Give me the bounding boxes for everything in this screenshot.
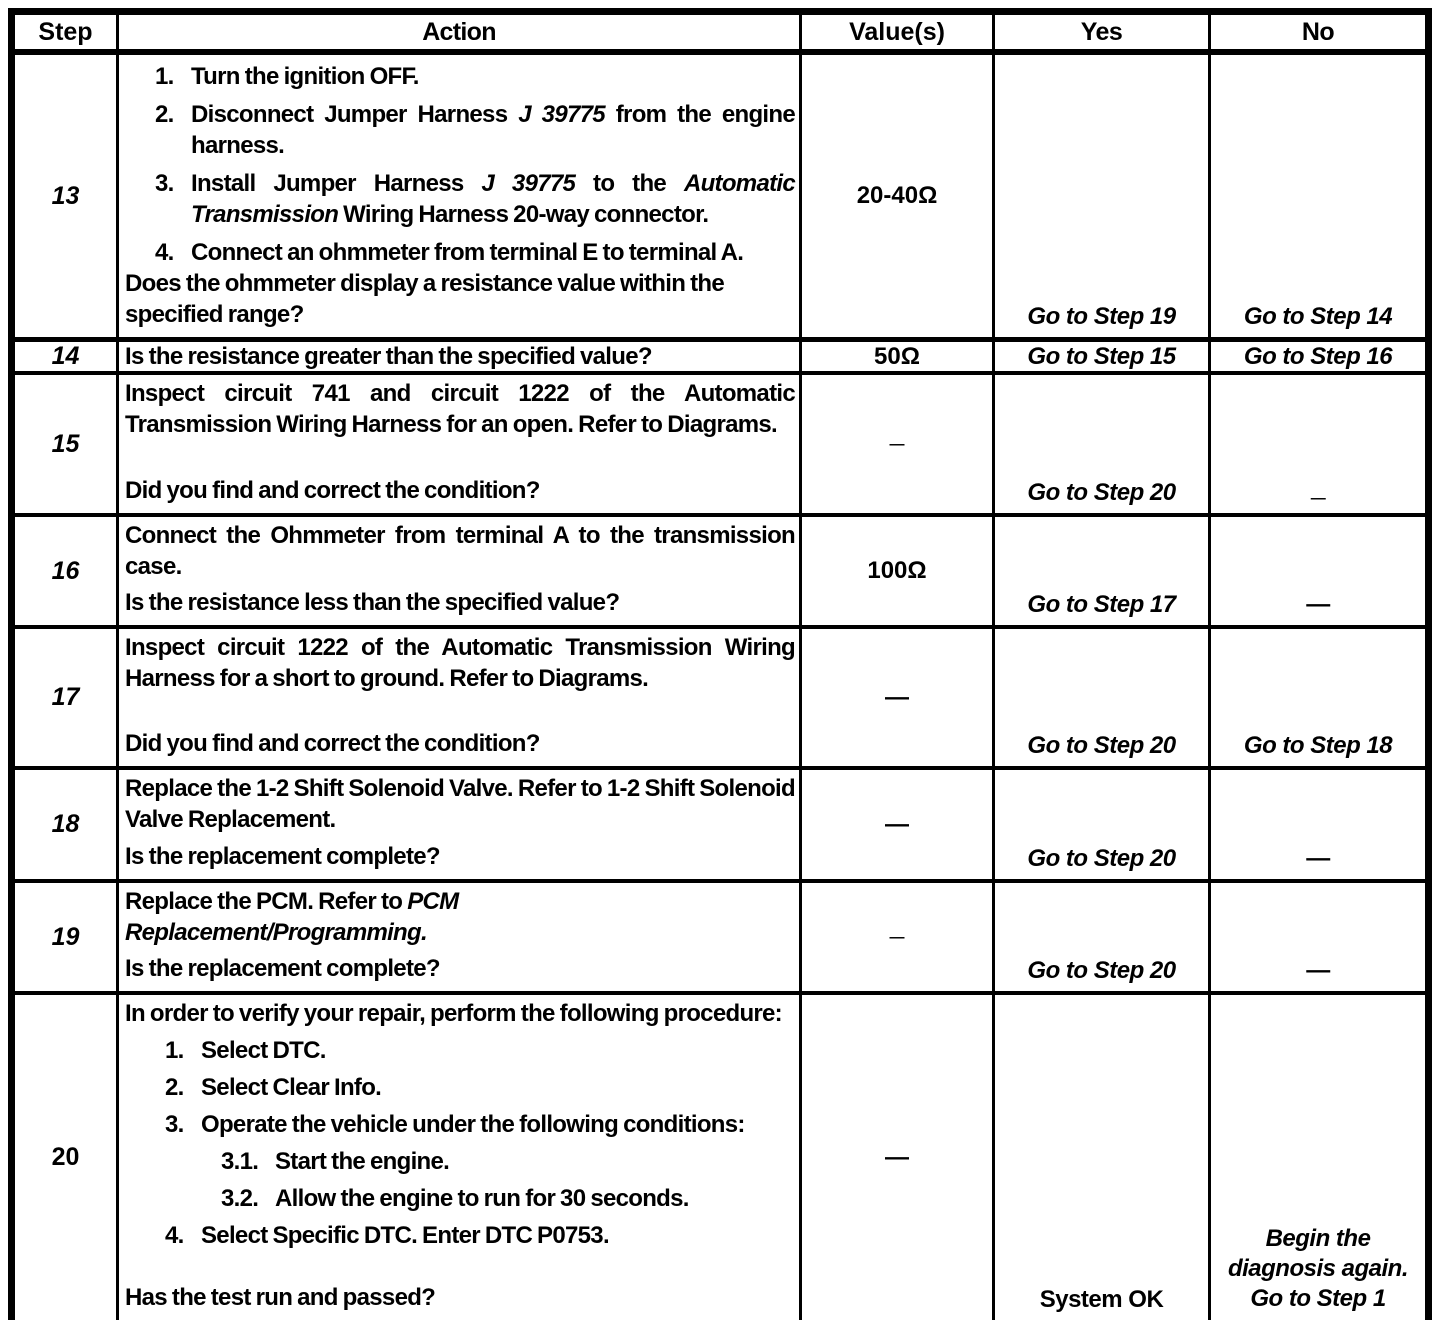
- action-question: Is the replacement complete?: [125, 955, 440, 982]
- goto-text: Go to Step 20: [1027, 479, 1176, 506]
- step-number: 17: [51, 683, 80, 711]
- yes-cell: [995, 517, 1211, 625]
- no-cell: [1211, 55, 1425, 337]
- action-body: [125, 998, 795, 1251]
- item-number: 2.: [165, 1074, 184, 1101]
- step-number: 18: [51, 810, 80, 838]
- action-paragraph: Inspect circuit 741 and circuit 1222 of the Automatic Transmission Wiring Harness for an open. Refer to Diagrams.: [125, 380, 795, 438]
- step-cell: [15, 883, 119, 991]
- table-row-step-14: [15, 342, 1425, 375]
- action-list-item: [155, 99, 795, 161]
- header-row: [15, 15, 1425, 55]
- header-cell-yes: [995, 15, 1211, 49]
- item-text-segment: Start the engine.: [275, 1148, 450, 1175]
- goto-text: Go to Step 19: [1027, 303, 1176, 330]
- table-row-step-18: [15, 770, 1425, 883]
- goto-text: Go to Step 16: [1243, 342, 1393, 370]
- goto-text: Begin the diagnosis again. Go to Step 1: [1227, 1225, 1409, 1312]
- header-cell-no: [1211, 15, 1425, 49]
- action-sublist-item: [165, 1146, 795, 1177]
- value-dash: —: [889, 928, 905, 946]
- action-paragraph: Replace the 1-2 Shift Solenoid Valve. Refer to 1-2 Shift Solenoid Valve Replacement.: [125, 775, 795, 833]
- value-cell: [802, 342, 995, 371]
- action-question: Did you find and correct the condition?: [125, 730, 540, 757]
- action-cell: [119, 375, 802, 513]
- action-list-item: [155, 168, 795, 230]
- paragraph-line: [125, 886, 795, 917]
- yes-cell: [995, 629, 1211, 766]
- yes-cell: [995, 770, 1211, 879]
- action-question: Has the test run and passed?: [125, 1284, 436, 1311]
- step-cell: [15, 629, 119, 766]
- table-row-step-16: [15, 517, 1425, 629]
- item-text-segment: Select DTC.: [201, 1037, 326, 1064]
- value-text: 100Ω: [867, 557, 927, 584]
- value-cell: [802, 55, 995, 337]
- goto-text: Go to Step 14: [1243, 303, 1393, 330]
- no-cell: [1211, 770, 1425, 879]
- table-row-step-15: [15, 375, 1425, 517]
- item-text: [191, 61, 795, 92]
- table-row-step-17: [15, 629, 1425, 770]
- yes-cell: [995, 375, 1211, 513]
- item-text-segment: Turn the ignition OFF.: [191, 63, 419, 90]
- action-question: Is the resistance less than the specified value?: [125, 589, 620, 616]
- action-paragraph: Inspect circuit 1222 of the Automatic Transmission Wiring Harness for a short to ground. Refer to Diagrams.: [125, 634, 795, 692]
- table-row-step-20: [15, 995, 1425, 1320]
- item-number: 2.: [155, 101, 174, 128]
- action-sublist-item: [165, 1183, 795, 1214]
- item-number: 4.: [155, 239, 174, 266]
- value-cell: [802, 629, 995, 766]
- yes-cell: [995, 883, 1211, 991]
- item-number: 3.: [165, 1111, 184, 1138]
- step-cell: [15, 995, 119, 1320]
- value-cell: [802, 375, 995, 513]
- header-step-label: Step: [38, 17, 93, 46]
- item-text-segment: Wiring Harness 20-way connector.: [338, 201, 709, 228]
- step-cell: [15, 770, 119, 879]
- item-text: [191, 168, 795, 230]
- step-number: 19: [51, 922, 80, 951]
- action-cell: [119, 995, 802, 1320]
- header-cell-values: [802, 15, 995, 49]
- step-cell: [15, 517, 119, 625]
- no-cell: [1211, 342, 1425, 371]
- value-dash: —: [885, 810, 909, 838]
- step-number: 20: [51, 1143, 80, 1171]
- paragraph-segment: Replace the PCM. Refer to: [125, 888, 408, 915]
- item-text: [201, 1109, 795, 1140]
- action-list: [125, 61, 795, 268]
- goto-text: Go to Step 20: [1027, 957, 1176, 984]
- header-values-label: Value(s): [849, 17, 945, 46]
- value-dash: —: [885, 683, 909, 711]
- goto-text: Go to Step 20: [1027, 845, 1176, 872]
- header-action-label: Action: [422, 17, 496, 46]
- item-number: 3.2.: [221, 1185, 259, 1212]
- no-dash: —: [1306, 591, 1330, 618]
- value-cell: [802, 883, 995, 991]
- goto-text: Go to Step 15: [1027, 342, 1176, 370]
- item-text-segment: Allow the engine to run for 30 seconds.: [275, 1185, 689, 1212]
- item-text: [191, 237, 795, 268]
- item-text-segment: Select Clear Info.: [201, 1074, 382, 1101]
- item-text-segment: Install Jumper Harness: [191, 170, 482, 197]
- action-list-item: [165, 1220, 795, 1251]
- action-list-item: [155, 237, 795, 268]
- action-list-item: [155, 61, 795, 92]
- item-text-segment: Select Specific DTC. Enter DTC P0753.: [201, 1222, 609, 1249]
- yes-cell: [995, 55, 1211, 337]
- item-text-segment-italic: Automatic Transmission: [191, 170, 795, 228]
- no-cell: [1211, 375, 1425, 513]
- item-text: [201, 1072, 795, 1103]
- item-number: 3.: [155, 170, 174, 197]
- action-list-item: [165, 1109, 795, 1140]
- item-text-segment: Operate the vehicle under the following conditions:: [201, 1111, 745, 1138]
- item-text: [275, 1146, 795, 1177]
- action-cell: [119, 629, 802, 766]
- item-text-segment: from the engine harness.: [191, 101, 795, 159]
- value-cell: [802, 995, 995, 1320]
- no-cell: [1211, 629, 1425, 766]
- yes-cell: [995, 342, 1211, 371]
- result-text: System OK: [1039, 1286, 1164, 1313]
- item-text-segment: Disconnect Jumper Harness: [191, 101, 519, 128]
- item-text: [275, 1183, 795, 1214]
- action-cell: [119, 770, 802, 879]
- header-no-label: No: [1301, 17, 1335, 46]
- value-cell: [802, 517, 995, 625]
- action-cell: [119, 517, 802, 625]
- action-cell: [119, 883, 802, 991]
- diagnostic-table: [8, 8, 1432, 1320]
- step-number: 14: [51, 342, 80, 370]
- item-text: [191, 99, 795, 161]
- action-question: Does the ohmmeter display a resistance value within the specified range?: [125, 270, 725, 328]
- action-list-item: [165, 1035, 795, 1066]
- table-row-step-13: [15, 55, 1425, 342]
- step-number: 15: [51, 429, 80, 458]
- value-text: 50Ω: [874, 342, 920, 370]
- no-cell: [1211, 883, 1425, 991]
- no-dash: —: [1306, 957, 1330, 984]
- item-number: 1.: [155, 63, 174, 90]
- goto-text: Go to Step 18: [1243, 732, 1393, 759]
- action-question: Did you find and correct the condition?: [125, 477, 540, 504]
- step-cell: [15, 342, 119, 371]
- header-cell-action: [119, 15, 802, 49]
- action-cell: [119, 55, 802, 337]
- step-cell: [15, 55, 119, 337]
- action-cell: [119, 342, 802, 371]
- value-dash: —: [885, 1143, 909, 1171]
- value-cell: [802, 770, 995, 879]
- action-intro: In order to verify your repair, perform the following procedure:: [125, 1000, 782, 1027]
- step-number: 13: [51, 181, 80, 210]
- step-cell: [15, 375, 119, 513]
- item-number: 3.1.: [221, 1148, 259, 1175]
- header-yes-label: Yes: [1080, 17, 1123, 46]
- header-cell-step: [15, 15, 119, 49]
- item-text-segment: Connect an ohmmeter from terminal E to terminal A.: [191, 239, 744, 266]
- value-dash: —: [889, 435, 905, 453]
- step-number: 16: [51, 556, 80, 585]
- no-dash: —: [1310, 490, 1326, 507]
- item-text: [201, 1220, 795, 1251]
- action-list-item: [165, 1072, 795, 1103]
- paragraph-line-italic: Replacement/Programming.: [125, 919, 427, 946]
- item-text-segment: to the: [575, 170, 684, 197]
- paragraph-segment-italic: PCM: [407, 888, 459, 915]
- no-cell: [1211, 995, 1425, 1320]
- item-number: 4.: [165, 1222, 184, 1249]
- no-cell: [1211, 517, 1425, 625]
- action-list: [125, 1035, 795, 1251]
- action-question: Is the resistance greater than the specified value?: [125, 342, 652, 370]
- value-text: 20-40Ω: [856, 182, 938, 209]
- no-dash: —: [1306, 845, 1330, 872]
- table-row-step-19: [15, 883, 1425, 995]
- goto-text: Go to Step 20: [1027, 732, 1176, 759]
- item-text-segment-italic: J 39775: [518, 101, 605, 128]
- item-number: 1.: [165, 1037, 184, 1064]
- yes-cell: [995, 995, 1211, 1320]
- action-paragraph: [125, 886, 795, 948]
- item-text: [201, 1035, 795, 1066]
- goto-text: Go to Step 17: [1027, 591, 1176, 618]
- action-paragraph: Connect the Ohmmeter from terminal A to the transmission case.: [125, 522, 795, 580]
- item-text-segment-italic: J 39775: [481, 170, 576, 197]
- action-question: Is the replacement complete?: [125, 843, 440, 870]
